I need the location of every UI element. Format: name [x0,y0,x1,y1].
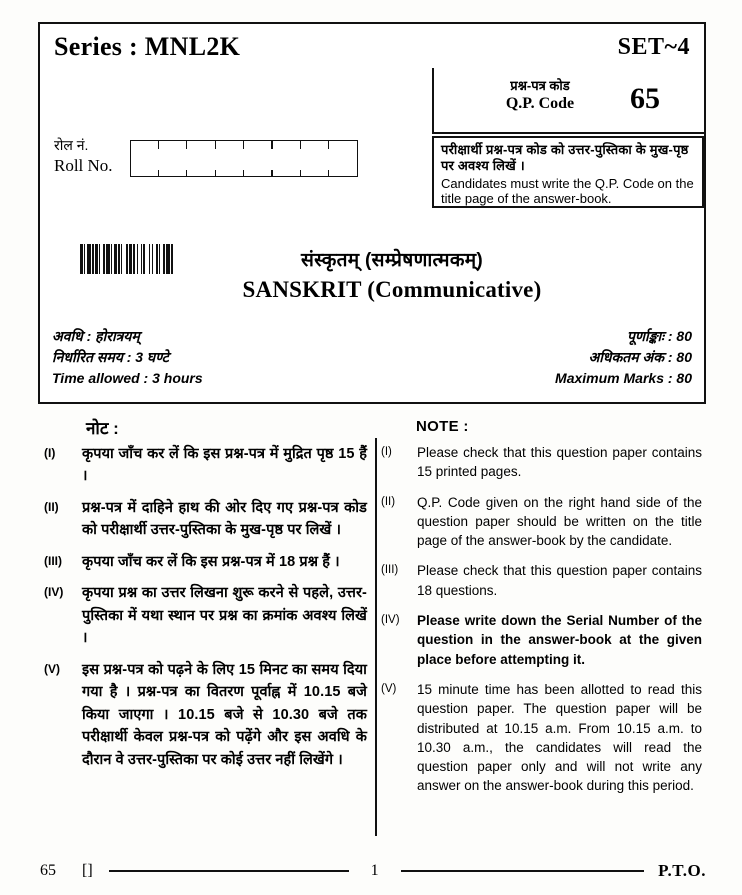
note-item-text: कृपया जाँच कर लें कि इस प्रश्न-पत्र में मुद्रित पृष्ठ 15 हैं । [82,446,367,485]
note-item-text: Please write down the Serial Number of the question in the answer-book at the given place before attempting it. [417,613,702,667]
note-item-number: (II) [44,499,59,514]
max-marks-sanskrit: पूर्णाङ्काः : 80 [626,328,692,344]
qp-code-cell [432,68,706,134]
qp-code-label [460,78,620,114]
note-item-text: Please check that this question paper contains 18 questions. [417,563,702,598]
roll-no-cell[interactable] [245,141,273,176]
note-item-number: (IV) [44,585,64,600]
roll-no-cell[interactable] [159,141,187,176]
roll-no-cell[interactable] [131,141,159,176]
note-item-number: (II) [381,495,396,508]
qp-code-label-english: Q.P. Code [505,95,575,113]
notes-list-hindi [38,443,375,780]
footer-pto: P.T.O. [658,861,706,880]
candidate-notice-hindi: परीक्षार्थी प्रश्न-पत्र कोड को उत्तर-पुस्तिका के मुख-पृष्ठ पर अवश्य लिखें । [441,142,689,174]
roll-no-cell[interactable] [273,141,301,176]
note-item-number: (I) [381,446,392,458]
roll-no-cell[interactable] [330,141,357,176]
note-item-number: (V) [381,682,397,695]
roll-no-cell[interactable] [216,141,244,176]
note-item-number: (I) [44,446,56,460]
note-item-english [377,611,706,669]
roll-no-label-english: Roll No. [54,155,113,175]
footer-brackets: [] [82,862,93,879]
notes-list-english [377,443,706,807]
note-item-number: (IV) [381,614,400,627]
note-item-text: प्रश्न-पत्र में दाहिने हाथ की ओर दिए गए प्रश्न-पत्र कोड को परीक्षार्थी उत्तर-पुस्तिका के मुख-पृष्ठ पर लिखें । [82,499,367,539]
note-item-number: (III) [381,564,399,577]
candidate-notice-box [432,136,704,208]
note-item-hindi [38,443,375,488]
page-footer [40,856,706,886]
note-item-text: Q.P. Code given on the right hand side of the question paper should be written on the title page of the answer-book by the candidate. [417,494,702,549]
note-item-text: कृपया प्रश्न का उत्तर लिखना शुरू करने से पहले, उत्तर-पुस्तिका में यथा स्थान पर प्रश्न का क्रमांक अवश्य लिखें । [82,585,367,647]
qp-code-value: 65 [630,82,660,115]
roll-no-cell[interactable] [301,141,329,176]
series-label: Series : MNL2K [54,32,241,61]
footer-page-number: 1 [370,862,379,879]
duration-english: Time allowed : 3 hours [52,370,203,386]
note-item-hindi [38,497,375,542]
roll-no-label-hindi: रोल नं. [54,137,89,153]
note-item-text: इस प्रश्न-पत्र को पढ़ने के लिए 15 मिनट का समय दिया गया है । प्रश्न-पत्र का वितरण पूर्वाह्न में 10.15 बजे किया जाएगा । 10.15 बजे से 10.30 बजे तक परीक्षार्थी केवल प्रश्न-पत्र को पढ़ेंगे और इस अवधि के दौरान वे उत्तर-पुस्तिका पर कोई उत्तर नहीं लिखेंगे । [82,661,367,768]
max-marks-hindi: अधिकतम अंक : 80 [588,349,692,365]
footer-paper-code: 65 [40,862,56,879]
note-item-number: (III) [44,553,62,568]
paper-title-english: SANSKRIT (Communicative) [242,277,542,302]
note-item-text: 15 minute time has been allotted to read this question paper. The question paper will be distributed at 10.15 a.m. From 10.15 a.m. to 10.30 a.m., the candidates will read the question paper only and will not write any answer on the answer-book during this period. [417,681,702,794]
time-marks-block [52,326,692,389]
note-item-english [377,561,706,600]
note-item-english [377,493,706,551]
note-heading-hindi: नोट : [86,419,119,438]
note-item-hindi [38,551,375,573]
note-item-hindi [38,582,375,649]
notes-section [38,416,706,836]
note-item-text: कृपया जाँच कर लें कि इस प्रश्न-पत्र में 18 प्रश्न हैं । [82,553,340,570]
note-item-text: Please check that this question paper contains 15 printed pages. [417,445,702,480]
roll-no-cell[interactable] [188,141,216,176]
footer-rule-left [109,870,349,872]
candidate-notice-english: Candidates must write the Q.P. Code on the title page of the answer-book. [441,175,694,207]
header-box [38,22,706,404]
duration-hindi: निर्धारित समय : 3 घण्टे [52,349,169,365]
note-item-english [377,680,706,796]
qp-code-label-hindi: प्रश्न-पत्र कोड [510,78,570,93]
duration-sanskrit: अवधि : होरात्रयम् [52,328,140,344]
max-marks-english: Maximum Marks : 80 [555,370,692,386]
paper-title-sanskrit: संस्कृतम् (सम्प्रेषणात्मकम्) [300,250,484,271]
note-item-number: (V) [44,661,60,676]
roll-no-input-grid[interactable] [130,140,358,177]
note-item-hindi [38,659,375,771]
note-item-english [377,443,706,482]
footer-rule-right [401,870,644,872]
set-label: SET~4 [617,34,690,60]
roll-no-label [54,137,113,176]
note-heading-english: NOTE : [416,418,469,435]
